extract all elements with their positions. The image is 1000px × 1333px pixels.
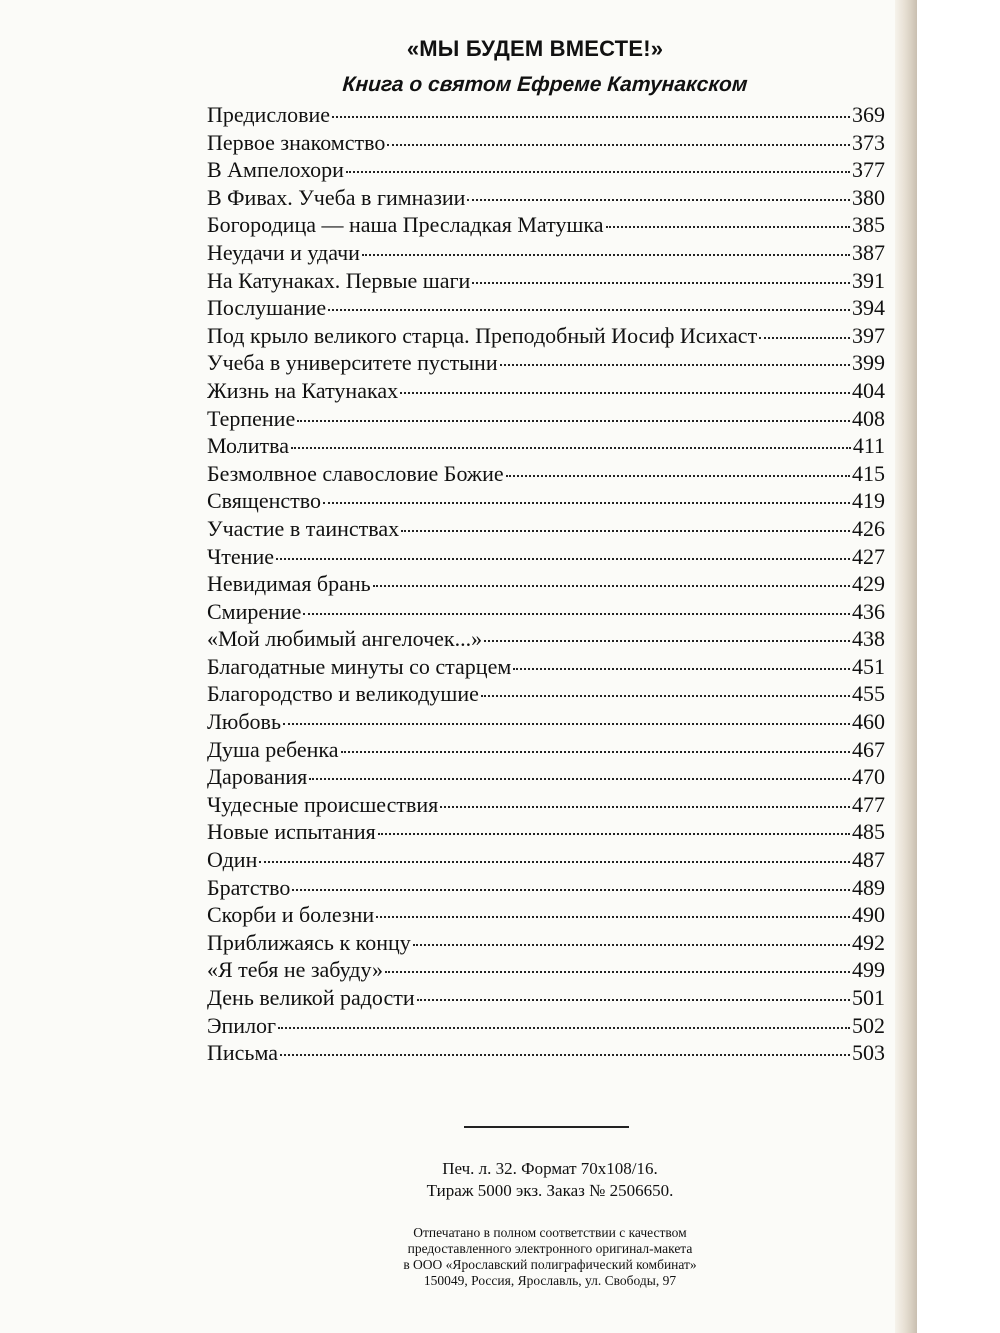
dot-leader: [467, 199, 850, 201]
toc-entry: [207, 930, 885, 958]
toc-entry-title: Новые испытания: [207, 819, 376, 845]
dot-leader: [759, 337, 850, 339]
toc-entry-page-number: 391: [852, 267, 885, 293]
imprint-format-line: Печ. л. 32. Формат 70х108/16.: [442, 1159, 658, 1178]
toc-entry: [207, 626, 885, 654]
toc-entry-title: Чтение: [207, 543, 274, 569]
dot-leader: [346, 171, 850, 173]
toc-entry-title: Безмолвное славословие Божие: [207, 460, 504, 486]
toc-entry-title: На Катунаках. Первые шаги: [207, 267, 471, 293]
dot-leader: [303, 613, 850, 615]
toc-entry: [207, 819, 885, 847]
toc-entry-page-number: 397: [852, 322, 885, 348]
dot-leader: [513, 668, 850, 670]
toc-entry: [207, 737, 885, 765]
toc-entry-title: Священство: [207, 488, 321, 514]
toc-entry-page-number: 429: [852, 571, 885, 597]
dot-leader: [297, 420, 850, 422]
toc-entry-page-number: 438: [852, 626, 885, 652]
dot-leader: [362, 254, 850, 256]
toc-entry-page-number: 411: [852, 433, 885, 459]
toc-entry: [207, 130, 885, 158]
toc-entry: [207, 957, 885, 985]
dot-leader: [276, 558, 850, 560]
toc-entry: [207, 792, 885, 820]
toc-entry-page-number: 499: [852, 957, 885, 983]
toc-entry: [207, 461, 885, 489]
toc-entry: [207, 847, 885, 875]
toc-entry: [207, 268, 885, 296]
dot-leader: [417, 999, 850, 1001]
toc-entry-title: Братство: [207, 874, 291, 900]
imprint-block: [360, 1158, 740, 1202]
toc-entry: [207, 875, 885, 903]
toc-entry: [207, 212, 885, 240]
toc-entry-page-number: 492: [852, 929, 885, 955]
toc-entry-page-number: 415: [852, 460, 885, 486]
dot-leader: [484, 640, 850, 642]
toc-entry-title: В Ампелохори: [207, 157, 344, 183]
dot-leader: [401, 530, 850, 532]
toc-entry: [207, 764, 885, 792]
toc-entry-page-number: 404: [852, 377, 885, 403]
toc-entry: [207, 544, 885, 572]
toc-entry-title: Участие в таинствах: [207, 515, 400, 541]
toc-entry-page-number: 502: [852, 1012, 885, 1038]
toc-entry-page-number: 419: [852, 488, 885, 514]
dot-leader: [378, 833, 850, 835]
dot-leader: [387, 144, 850, 146]
dot-leader: [328, 309, 850, 311]
toc-entry-page-number: 489: [852, 874, 885, 900]
dot-leader: [332, 116, 850, 118]
toc-entry: [207, 1013, 885, 1041]
toc-entry-page-number: 451: [852, 653, 885, 679]
toc-entry-title: Благодатные минуты со старцем: [207, 653, 512, 679]
toc-entry: [207, 985, 885, 1013]
dot-leader: [259, 861, 850, 863]
toc-entry-title: Письма: [207, 1040, 278, 1066]
toc-entry-page-number: 477: [852, 791, 885, 817]
dot-leader: [400, 392, 850, 394]
dot-leader: [283, 723, 850, 725]
toc-entry-page-number: 369: [852, 102, 885, 127]
toc-entry-title: «Я тебя не забуду»: [207, 957, 384, 983]
toc-entry-title: Учеба в университете пустыни: [207, 350, 498, 376]
toc-entry-page-number: 394: [852, 295, 885, 321]
toc-entry-page-number: 470: [852, 764, 885, 790]
imprint-print-run-line: Тираж 5000 экз. Заказ № 2506650.: [426, 1181, 674, 1200]
toc-entry: [207, 350, 885, 378]
toc-entry-title: Любовь: [207, 709, 281, 735]
separator-rule: [464, 1126, 629, 1128]
toc-entry: [207, 295, 885, 323]
toc-entry-title: Эпилог: [207, 1012, 277, 1038]
toc-entry-page-number: 487: [852, 847, 885, 873]
toc-entry-title: Дарования: [207, 764, 308, 790]
toc-entry-title: Благородство и великодушие: [207, 681, 479, 707]
toc-entry: [207, 433, 885, 461]
toc-entry-page-number: 373: [852, 129, 885, 155]
dot-leader: [440, 806, 850, 808]
toc-entry-title: Невидимая брань: [207, 571, 371, 597]
dot-leader: [413, 944, 850, 946]
toc-entry: [207, 157, 885, 185]
printer-line: Отпечатано в полном соответствии с качеством: [413, 1225, 687, 1240]
toc-entry-page-number: 503: [852, 1040, 885, 1066]
toc-entry-title: Чудесные происшествия: [207, 791, 439, 817]
toc-entry: [207, 240, 885, 268]
toc-entry-title: Один: [207, 847, 258, 873]
toc-entry-title: Неудачи и удачи: [207, 239, 360, 265]
toc-entry-title: Приближаясь к концу: [207, 929, 411, 955]
toc-entry-title: «Мой любимый ангелочек...»: [207, 626, 483, 652]
toc-entry-title: Первое знакомство: [207, 129, 386, 155]
dot-leader: [472, 282, 850, 284]
toc-entry-page-number: 387: [852, 239, 885, 265]
toc-entry: [207, 654, 885, 682]
book-spine-edge: [895, 0, 917, 1333]
toc-entry: [207, 102, 885, 130]
dot-leader: [278, 1027, 850, 1029]
dot-leader: [606, 226, 850, 228]
dot-leader: [481, 695, 850, 697]
toc-entry-page-number: 501: [852, 985, 885, 1010]
toc-entry-page-number: 490: [852, 902, 885, 928]
toc-entry: [207, 1040, 885, 1068]
printer-address: 150049, Россия, Ярославль, ул. Свободы, 97: [423, 1273, 677, 1288]
toc-entry-page-number: 427: [852, 543, 885, 569]
toc-entry-title: Богородица — наша Пресладкая Матушка: [207, 212, 604, 238]
toc-entry: [207, 488, 885, 516]
toc-entry-page-number: 485: [852, 819, 885, 845]
dot-leader: [376, 916, 850, 918]
toc-entry-page-number: 426: [852, 515, 885, 541]
toc-entry: [207, 185, 885, 213]
dot-leader: [323, 502, 850, 504]
toc-entry-title: День великой радости: [207, 985, 415, 1010]
toc-entry-page-number: 377: [852, 157, 885, 183]
toc-entry-title: В Фивах. Учеба в гимназии: [207, 184, 466, 210]
toc-entry-page-number: 460: [852, 709, 885, 735]
toc-entry-title: Под крыло великого старца. Преподобный Иосиф Исихаст: [207, 322, 758, 348]
toc-entry-title: Послушание: [207, 295, 327, 321]
dot-leader: [385, 971, 850, 973]
toc-entry: [207, 681, 885, 709]
printer-line: в ООО «Ярославский полиграфический комбинат»: [403, 1257, 697, 1272]
toc-entry: [207, 378, 885, 406]
toc-entry: [207, 516, 885, 544]
toc-entry-title: Жизнь на Катунаках: [207, 377, 399, 403]
book-title: «МЫ БУДЕМ ВМЕСТЕ!»: [406, 36, 664, 61]
toc-entry: [207, 902, 885, 930]
toc-entry-page-number: 380: [852, 184, 885, 210]
dot-leader: [373, 585, 850, 587]
dot-leader: [291, 447, 851, 449]
dot-leader: [506, 475, 850, 477]
printer-info: [340, 1225, 760, 1289]
toc-entry-page-number: 408: [852, 405, 885, 431]
dot-leader: [292, 889, 850, 891]
toc-entry-title: Терпение: [207, 405, 296, 431]
toc-entry-page-number: 385: [852, 212, 885, 238]
toc-entry: [207, 571, 885, 599]
toc-entry-title: Душа ребенка: [207, 736, 339, 762]
toc-entry-title: Скорби и болезни: [207, 902, 375, 928]
printer-line: предоставленного электронного оригинал-макета: [407, 1241, 693, 1256]
toc-entry-page-number: 399: [852, 350, 885, 376]
toc-entry-title: Смирение: [207, 598, 302, 624]
toc-entry: [207, 599, 885, 627]
toc-entry: [207, 406, 885, 434]
dot-leader: [309, 778, 850, 780]
toc-entry-page-number: 467: [852, 736, 885, 762]
toc-entry-title: Предисловие: [207, 102, 330, 127]
dot-leader: [341, 751, 850, 753]
book-subtitle: Книга о святом Ефреме Катунакском: [341, 73, 749, 96]
toc-entry: [207, 709, 885, 737]
table-of-contents: [207, 102, 885, 1068]
toc-entry-page-number: 455: [852, 681, 885, 707]
toc-entry: [207, 323, 885, 351]
toc-entry-page-number: 436: [852, 598, 885, 624]
toc-entry-title: Молитва: [207, 433, 289, 459]
dot-leader: [280, 1054, 850, 1056]
dot-leader: [500, 364, 850, 366]
